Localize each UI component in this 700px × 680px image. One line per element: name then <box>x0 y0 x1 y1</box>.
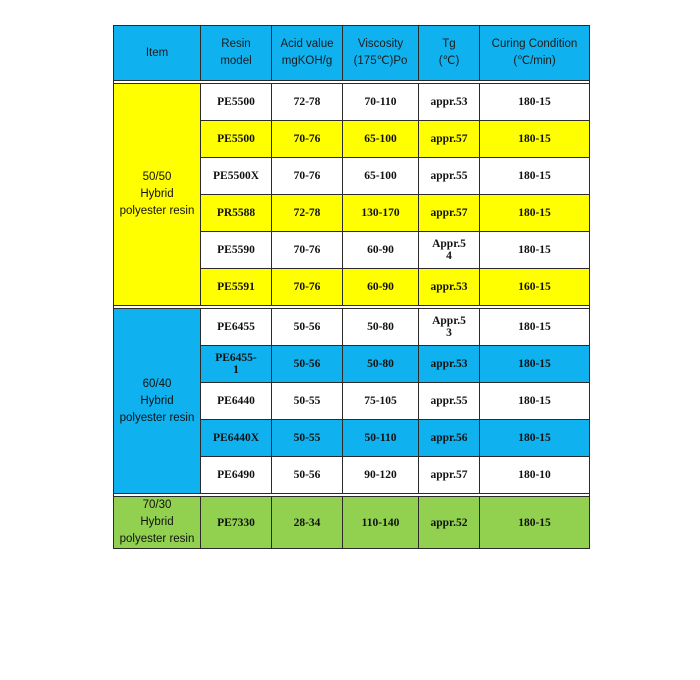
table-row <box>114 497 590 549</box>
acid-value-cell: 50-56 <box>272 346 343 383</box>
viscosity-cell: 50-110 <box>343 420 419 457</box>
header-label-line: mgKOH/g <box>281 55 333 67</box>
curing-condition-cell: 180-15 <box>480 420 590 457</box>
acid-value-cell: 50-56 <box>272 309 343 346</box>
table-row <box>114 309 590 346</box>
curing-condition-cell: 180-15 <box>480 383 590 420</box>
header-label-line: Acid value <box>280 38 334 50</box>
acid-value-cell: 72-78 <box>272 195 343 232</box>
header-item <box>114 26 201 81</box>
header-label-line: Item <box>145 46 169 59</box>
resin-model-cell: PE6455- 1 <box>201 346 272 383</box>
acid-value-cell: 72-78 <box>272 84 343 121</box>
group-label-line: polyester resin <box>119 411 195 424</box>
header-label-line: Curing Condition <box>491 38 578 50</box>
resin-model-cell: PE6440X <box>201 420 272 457</box>
curing-condition-cell: 180-15 <box>480 158 590 195</box>
header-label-line: Tg <box>442 38 456 50</box>
header-tg <box>419 26 480 81</box>
curing-condition-cell: 160-15 <box>480 269 590 306</box>
header-label-line: (℃/min) <box>513 55 556 67</box>
viscosity-cell: 60-90 <box>343 269 419 306</box>
tg-cell: appr.52 <box>419 497 480 549</box>
tg-cell: appr.57 <box>419 457 480 494</box>
header-label-line: (175℃)Po <box>353 55 408 67</box>
viscosity-cell: 75-105 <box>343 383 419 420</box>
acid-value-cell: 70-76 <box>272 121 343 158</box>
acid-value-cell: 70-76 <box>272 158 343 195</box>
tg-cell: Appr.5 4 <box>419 232 480 269</box>
viscosity-cell: 60-90 <box>343 232 419 269</box>
group-label-line: Hybrid <box>140 394 174 407</box>
viscosity-cell: 50-80 <box>343 309 419 346</box>
tg-cell: Appr.5 3 <box>419 309 480 346</box>
tg-cell: appr.56 <box>419 420 480 457</box>
curing-condition-cell: 180-15 <box>480 497 590 549</box>
tg-cell: appr.57 <box>419 195 480 232</box>
acid-value-cell: 28-34 <box>272 497 343 549</box>
curing-condition-cell: 180-15 <box>480 121 590 158</box>
resin-model-cell: PE5500X <box>201 158 272 195</box>
acid-value-cell: 50-55 <box>272 420 343 457</box>
viscosity-cell: 50-80 <box>343 346 419 383</box>
header-label-line: Viscosity <box>357 38 404 50</box>
tg-cell: appr.53 <box>419 269 480 306</box>
header-resin-model <box>201 26 272 81</box>
group-label-line: polyester resin <box>119 533 195 545</box>
group-label-line: 70/30 <box>142 499 172 511</box>
resin-spec-table <box>113 25 590 549</box>
resin-model-cell: PE6490 <box>201 457 272 494</box>
viscosity-cell: 110-140 <box>343 497 419 549</box>
tg-cell: appr.53 <box>419 346 480 383</box>
viscosity-cell: 70-110 <box>343 84 419 121</box>
group-label-line: 60/40 <box>142 377 172 390</box>
header-row <box>114 26 590 81</box>
acid-value-cell: 70-76 <box>272 269 343 306</box>
header-acid-value <box>272 26 343 81</box>
tg-cell: appr.57 <box>419 121 480 158</box>
table-body <box>114 81 590 549</box>
viscosity-cell: 65-100 <box>343 121 419 158</box>
header-label-line: Resin <box>221 38 251 50</box>
header-label-line: model <box>220 55 252 67</box>
header-viscosity <box>343 26 419 81</box>
resin-model-cell: PE5590 <box>201 232 272 269</box>
resin-model-cell: PE5500 <box>201 121 272 158</box>
curing-condition-cell: 180-15 <box>480 309 590 346</box>
acid-value-cell: 50-55 <box>272 383 343 420</box>
acid-value-cell: 70-76 <box>272 232 343 269</box>
header-curing-condition <box>480 26 590 81</box>
resin-model-cell: PE5591 <box>201 269 272 306</box>
curing-condition-cell: 180-15 <box>480 346 590 383</box>
curing-condition-cell: 180-15 <box>480 84 590 121</box>
viscosity-cell: 130-170 <box>343 195 419 232</box>
curing-condition-cell: 180-15 <box>480 195 590 232</box>
resin-model-cell: PR5588 <box>201 195 272 232</box>
group-label-line: Hybrid <box>140 516 174 528</box>
curing-condition-cell: 180-15 <box>480 232 590 269</box>
resin-model-cell: PE5500 <box>201 84 272 121</box>
group-label <box>114 309 201 494</box>
resin-model-cell: PE6440 <box>201 383 272 420</box>
tg-cell: appr.55 <box>419 158 480 195</box>
group-label-line: Hybrid <box>140 188 174 200</box>
group-label <box>114 84 201 306</box>
resin-model-cell: PE6455 <box>201 309 272 346</box>
group-label <box>114 497 201 549</box>
tg-cell: appr.55 <box>419 383 480 420</box>
curing-condition-cell: 180-10 <box>480 457 590 494</box>
group-label-line: 50/50 <box>142 171 172 183</box>
resin-model-cell: PE7330 <box>201 497 272 549</box>
viscosity-cell: 90-120 <box>343 457 419 494</box>
acid-value-cell: 50-56 <box>272 457 343 494</box>
group-label-line: polyester resin <box>119 205 195 217</box>
tg-cell: appr.53 <box>419 84 480 121</box>
viscosity-cell: 65-100 <box>343 158 419 195</box>
header-label-line: (℃) <box>438 55 460 67</box>
table-row <box>114 84 590 121</box>
